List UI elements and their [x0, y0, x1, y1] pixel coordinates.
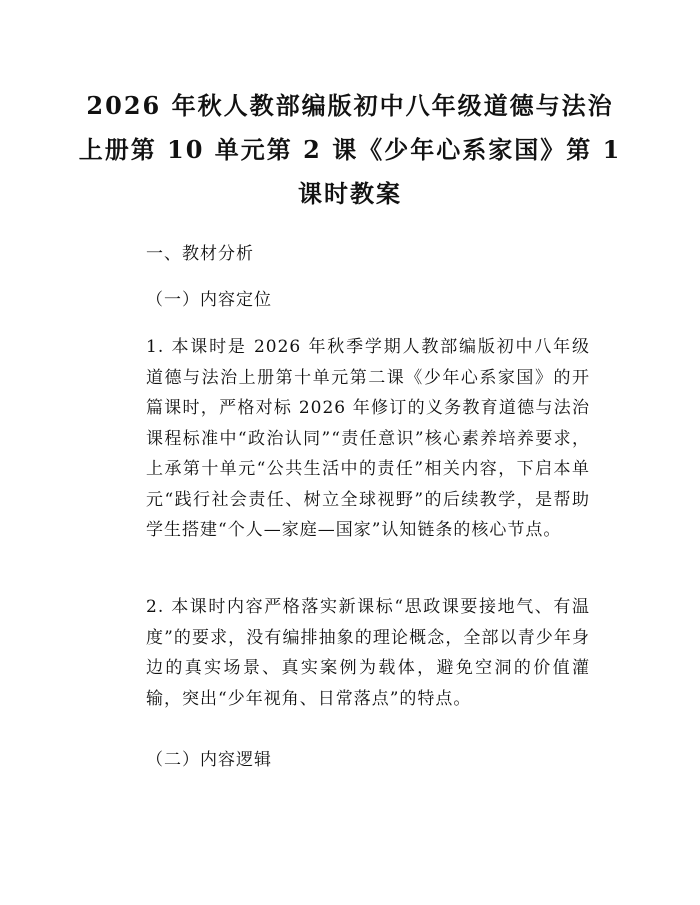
document-title — [60, 84, 640, 216]
title-line-1: 2026 年秋人教部编版初中八年级道德与法治 — [86, 91, 614, 120]
title-line-2: 上册第 10 单元第 2 课《少年心系家国》第 1 — [78, 135, 622, 164]
section-heading-1-text: 一、教材分析 — [146, 244, 254, 264]
paragraph-2 — [112, 592, 590, 714]
paragraph-1-text: 1. 本课时是 2026 年秋季学期人教部编版初中八年级道德与法治上册第十单元第二课《少年心系家国》的开篇课时，严格对标 2026 年修订的义务教育道德与法治课程标准中“政治认同”“责任意识”核心素养培养要求，上承第十单元“公共生活中的责任”相关内容，下启本单元“践行社会责任、树立全球视野”的后续教学，是帮助学生搭建“个人—家庭—国家”认知链条的核心节点。 — [146, 337, 590, 540]
section-heading-1 — [112, 242, 590, 266]
subsection-heading-1-text: （一）内容定位 — [146, 290, 272, 310]
paragraph-2-text: 2. 本课时内容严格落实新课标“思政课要接地气、有温度”的要求，没有编排抽象的理论概念，全部以青少年身边的真实场景、真实案例为载体，避免空洞的价值灌输，突出“少年视角、日常落点”的特点。 — [146, 597, 590, 709]
paragraph-1 — [112, 332, 590, 546]
subsection-heading-2-text: （二）内容逻辑 — [146, 750, 272, 770]
subsection-heading-2 — [112, 748, 590, 772]
subsection-heading-1 — [112, 288, 590, 312]
title-line-3: 课时教案 — [298, 179, 402, 208]
